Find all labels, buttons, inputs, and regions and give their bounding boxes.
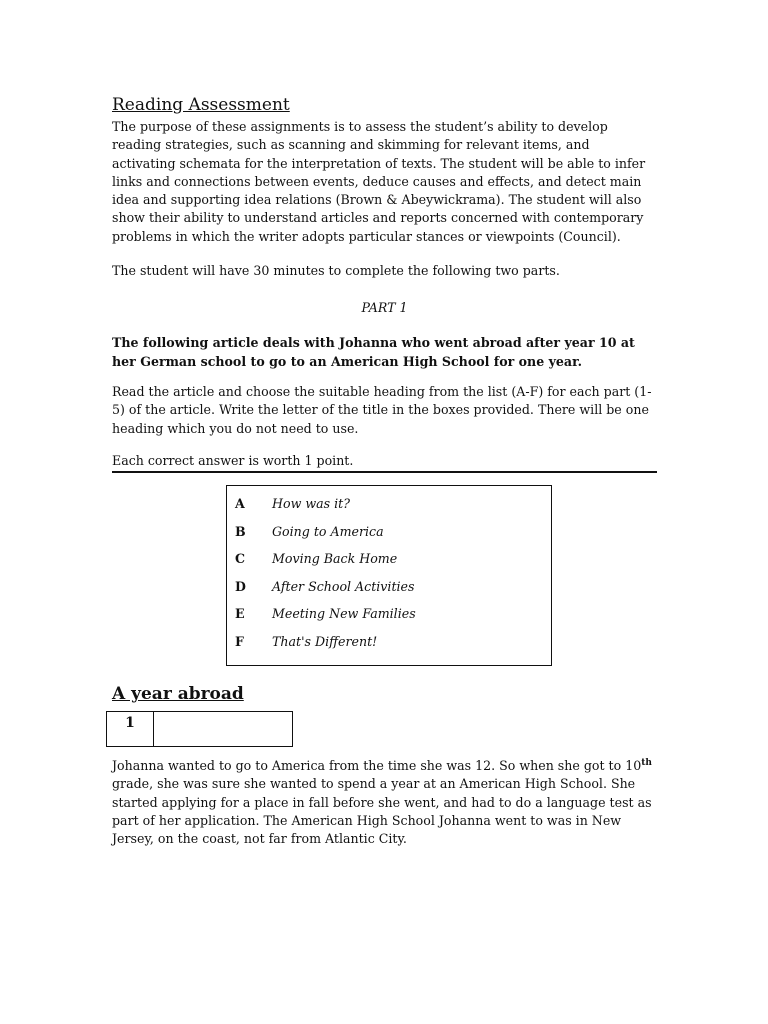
instructions: Read the article and choose the suitable heading from the list (A-F) for each part (1-5) of the article. Write the letter of the title in the boxes provided. There will be one heading which you do not need to use. [112, 383, 652, 436]
heading-text: Meeting New Families [272, 606, 416, 622]
article-paragraph-1 [112, 757, 657, 848]
heading-letter: C [235, 551, 246, 567]
paragraph-text-start: Johanna wanted to go to America from the time she was 12. So when she got to 10 [112, 758, 642, 774]
points-note: Each correct answer is worth 1 point. [112, 452, 657, 473]
heading-item [227, 573, 551, 601]
heading-item [227, 600, 551, 628]
heading-text: How was it? [272, 496, 350, 512]
document-page [112, 94, 657, 849]
heading-text: Going to America [272, 523, 384, 539]
paragraph-text-end: grade, she was sure she wanted to spend a year at an American High School. She started applying for a place in fall before she went, and had to do a language test as part of her application. The American High School Johanna went to was in New Jersey, on the coast, not far from Atlantic City. [112, 776, 652, 847]
heading-item [227, 490, 551, 518]
heading-letter: E [235, 606, 245, 622]
part-label: PART 1 [361, 300, 408, 316]
answer-box-1 [106, 711, 293, 747]
section-number: 1 [107, 712, 154, 746]
heading-letter: A [235, 496, 245, 512]
part-intro: The following article deals with Johanna who went abroad after year 10 at her German school to go to an American High School for one year. [112, 335, 635, 369]
intro-paragraph: The purpose of these assignments is to assess the student’s ability to develop reading strategies, such as scanning and skimming for relevant items, and activating schemata for the interpretation of texts. The student will be able to infer links and connections between events, deduce causes and effects, and detect main idea and supporting idea relations (Brown & Abeywickrama). The student will also show their ability to understand articles and reports concerned with contemporary problems in which the writer adopts particular stances or viewpoints (Council). [112, 119, 646, 244]
heading-item [227, 628, 551, 656]
heading-text: Moving Back Home [272, 551, 398, 567]
ordinal-suffix: th [641, 757, 652, 768]
page-title: Reading Assessment [112, 95, 290, 115]
article-title: A year abroad [112, 684, 244, 705]
heading-letter: F [235, 633, 244, 649]
heading-item [227, 545, 551, 573]
heading-text: After School Activities [272, 578, 415, 594]
heading-letter: D [235, 578, 246, 594]
heading-letter: B [235, 523, 246, 539]
headings-list [226, 485, 552, 666]
heading-text: That's Different! [272, 633, 378, 649]
heading-item [227, 518, 551, 546]
answer-slot[interactable] [154, 712, 292, 746]
time-note: The student will have 30 minutes to complete the following two parts. [112, 263, 560, 279]
